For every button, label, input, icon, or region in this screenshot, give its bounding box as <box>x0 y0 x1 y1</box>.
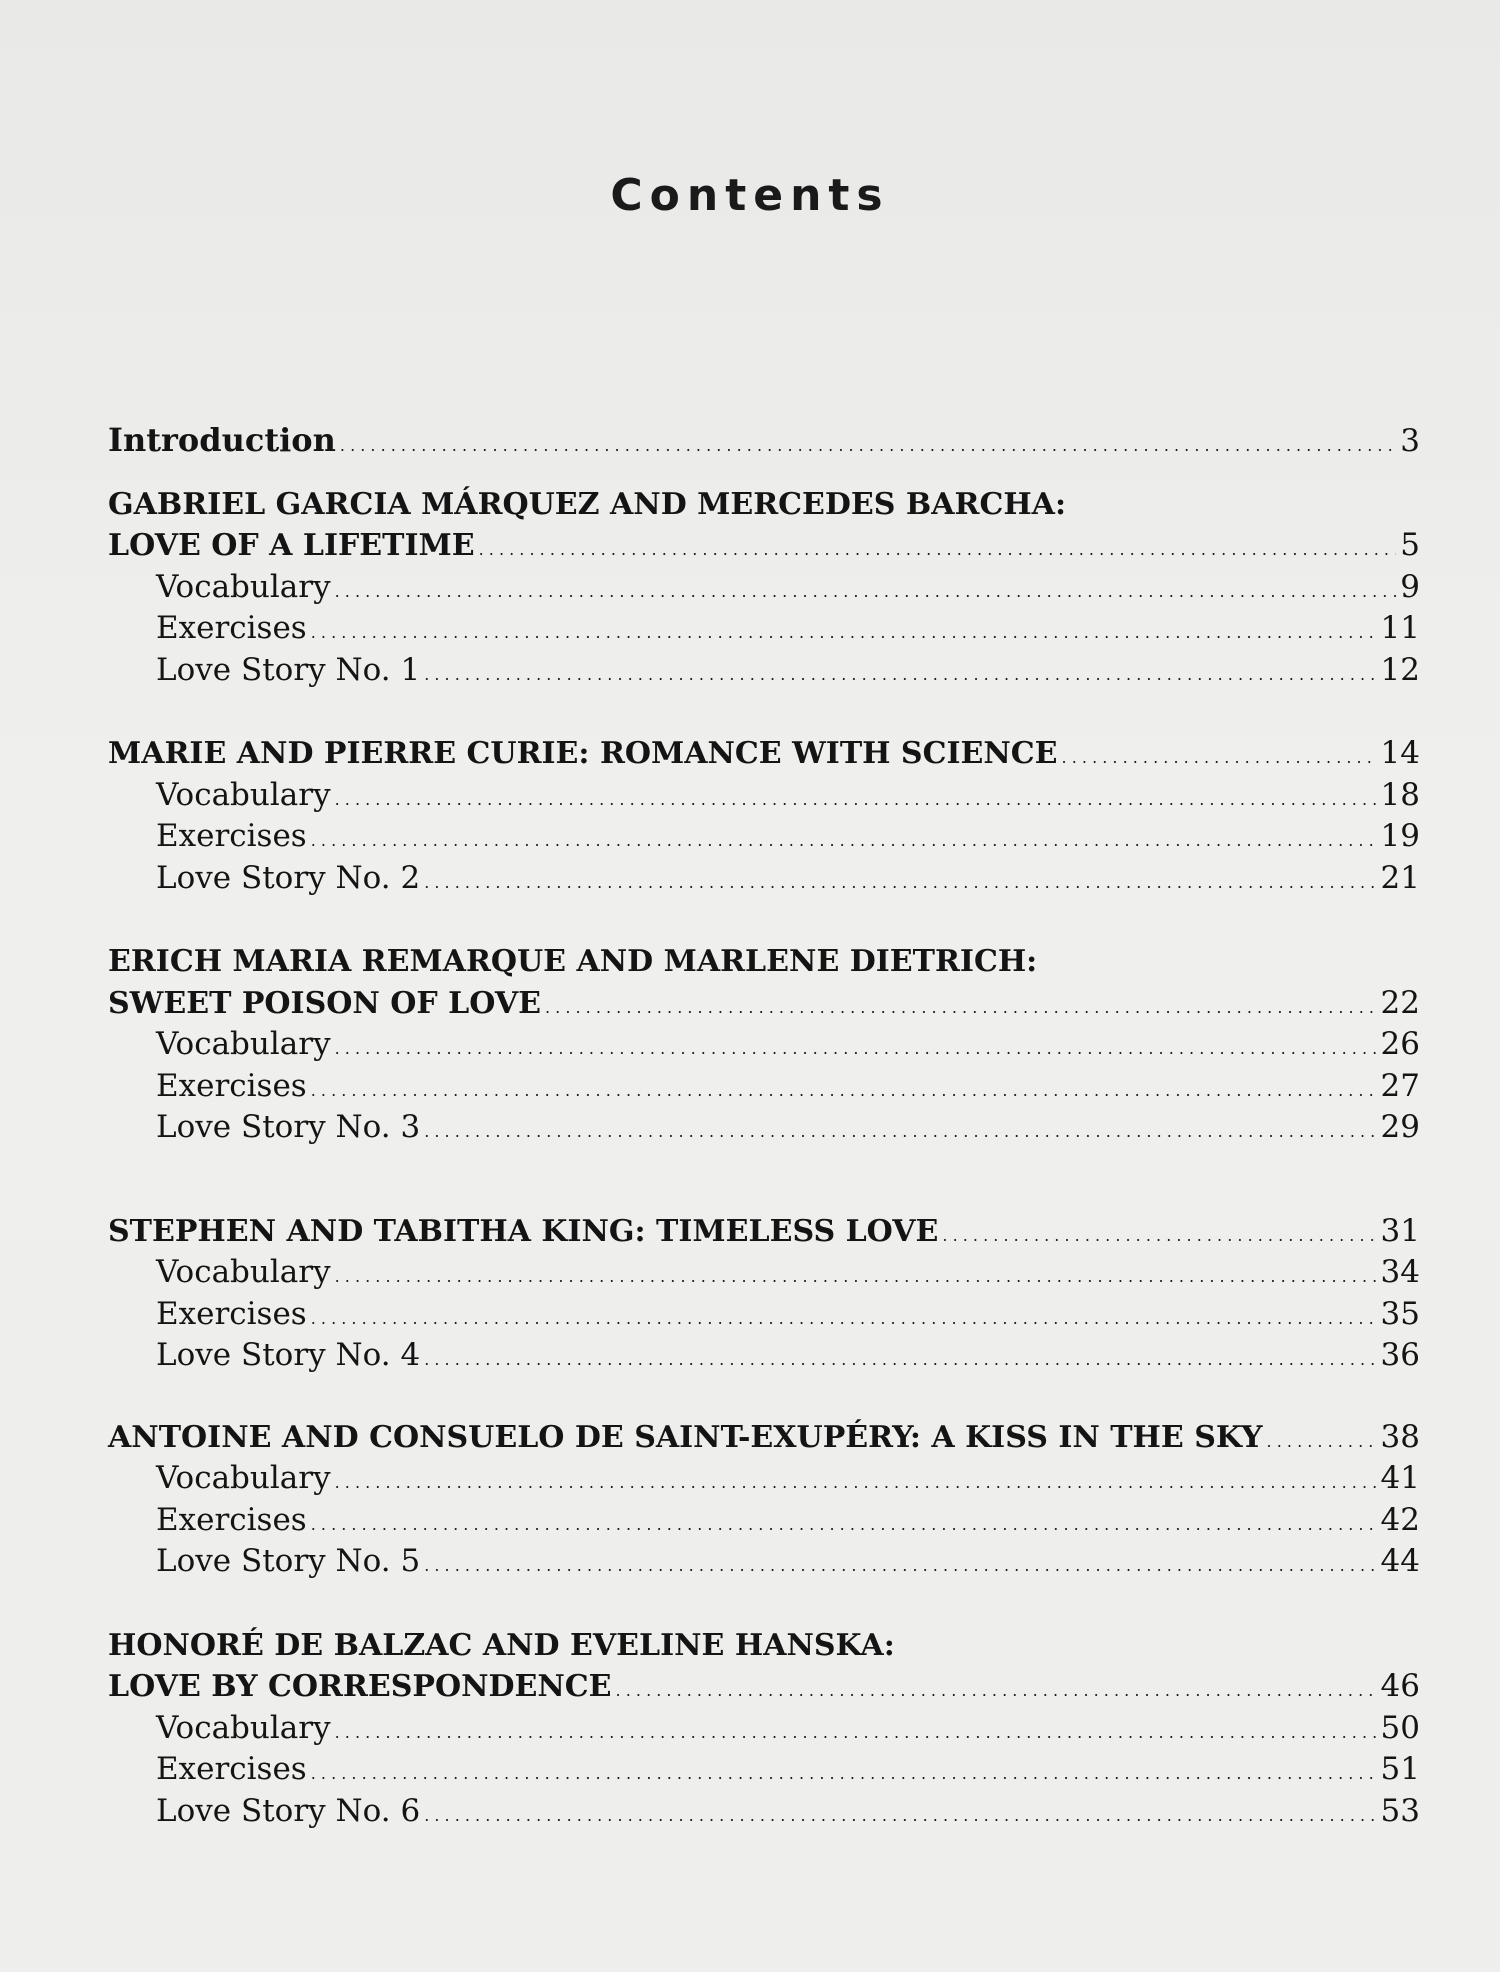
toc-subentry-label: Vocabulary <box>156 1026 331 1062</box>
toc-page-number: 12 <box>1380 651 1420 688</box>
toc-subentry[interactable] <box>108 650 1420 692</box>
dot-leader <box>424 1339 1376 1381</box>
toc-page-number: 3 <box>1400 423 1420 459</box>
toc-subentry-label: Vocabulary <box>156 776 331 813</box>
dot-leader <box>424 1795 1376 1837</box>
toc-subentry[interactable] <box>108 1749 1420 1791</box>
dot-leader <box>335 1256 1377 1298</box>
toc-page-number: 44 <box>1380 1543 1420 1579</box>
toc-page-number: 21 <box>1380 859 1420 896</box>
toc-page-number: 19 <box>1380 818 1420 854</box>
toc-subentry[interactable] <box>108 1335 1420 1377</box>
toc-heading-line: GABRIEL GARCIA MÁRQUEZ AND MERCEDES BARCHA: <box>108 486 1067 522</box>
toc-subentry-label: Exercises <box>156 1501 307 1538</box>
toc-page-number: 14 <box>1380 735 1420 771</box>
toc-subentry-label: Vocabulary <box>156 1460 331 1496</box>
toc-heading: Introduction <box>108 421 336 459</box>
toc-entry-saint-exupery[interactable] <box>108 1417 1420 1459</box>
dot-leader <box>335 571 1397 613</box>
dot-leader <box>424 1545 1376 1587</box>
toc-subentry[interactable] <box>108 1458 1420 1500</box>
toc-subentry-label: Love Story No. 2 <box>156 859 421 896</box>
toc-page-number: 22 <box>1380 984 1420 1021</box>
toc-subentry-label: Vocabulary <box>156 1709 331 1746</box>
dot-leader <box>424 654 1376 696</box>
toc-page-number: 29 <box>1380 1109 1420 1145</box>
toc-subentry[interactable] <box>108 1500 1420 1542</box>
toc-subentry[interactable] <box>108 858 1420 900</box>
toc-subentry-label: Vocabulary <box>156 568 331 605</box>
dot-leader <box>311 820 1377 862</box>
dot-leader <box>335 1462 1377 1504</box>
toc-subentry[interactable] <box>108 1107 1420 1149</box>
toc-page-number: 5 <box>1400 527 1420 563</box>
toc-subentry-label: Exercises <box>156 1295 307 1332</box>
toc-page-number: 36 <box>1380 1337 1420 1373</box>
toc-page-number: 42 <box>1380 1501 1420 1538</box>
dot-leader <box>311 1753 1377 1795</box>
toc-page-number: 9 <box>1400 568 1420 605</box>
toc-entry-balzac[interactable] <box>108 1666 1420 1708</box>
dot-leader <box>311 612 1377 654</box>
toc-entry-king[interactable] <box>108 1211 1420 1253</box>
toc-subentry[interactable] <box>108 1294 1420 1336</box>
toc-subentry-label: Love Story No. 6 <box>156 1792 421 1829</box>
toc-subentry-label: Vocabulary <box>156 1254 331 1290</box>
dot-leader <box>616 1670 1377 1712</box>
table-of-contents <box>108 420 1420 1832</box>
dot-leader <box>1267 1421 1377 1463</box>
toc-heading: LOVE OF A LIFETIME <box>108 528 475 563</box>
dot-leader <box>340 425 1396 467</box>
toc-heading-line: ERICH MARIA REMARQUE AND MARLENE DIETRICH: <box>108 944 1038 979</box>
toc-page-number: 31 <box>1380 1212 1420 1249</box>
toc-subentry-label: Love Story No. 5 <box>156 1543 421 1579</box>
toc-heading: MARIE AND PIERRE CURIE: ROMANCE WITH SCIENCE <box>108 736 1058 771</box>
toc-page-number: 11 <box>1380 610 1420 646</box>
toc-page-number: 41 <box>1380 1460 1420 1496</box>
dot-leader <box>335 1028 1377 1070</box>
dot-leader <box>424 1111 1376 1153</box>
toc-subentry[interactable] <box>108 567 1420 609</box>
dot-leader <box>311 1298 1377 1340</box>
toc-subentry[interactable] <box>108 775 1420 817</box>
toc-subentry[interactable] <box>108 1066 1420 1108</box>
toc-subentry[interactable] <box>108 816 1420 858</box>
toc-subentry[interactable] <box>108 1791 1420 1833</box>
toc-heading: LOVE BY CORRESPONDENCE <box>108 1669 612 1704</box>
toc-page-number: 27 <box>1380 1067 1420 1104</box>
page-title: Contents <box>610 170 890 221</box>
toc-page-number: 18 <box>1380 776 1420 813</box>
toc-page-number: 51 <box>1380 1751 1420 1787</box>
toc-heading: SWEET POISON OF LOVE <box>108 985 541 1021</box>
toc-entry-remarque[interactable] <box>108 983 1420 1025</box>
dot-leader <box>424 862 1376 904</box>
dot-leader <box>311 1070 1377 1112</box>
dot-leader <box>335 1712 1377 1754</box>
toc-heading: ANTOINE AND CONSUELO DE SAINT-EXUPÉRY: A KISS IN THE SKY <box>108 1419 1263 1455</box>
toc-page-number: 38 <box>1380 1418 1420 1455</box>
toc-entry-curie[interactable] <box>108 733 1420 775</box>
toc-entry-marquez[interactable] <box>108 525 1420 567</box>
toc-subentry-label: Exercises <box>156 610 307 646</box>
toc-subentry-label: Love Story No. 4 <box>156 1337 421 1373</box>
toc-page-number: 35 <box>1380 1295 1420 1332</box>
toc-entry-introduction[interactable] <box>108 420 1420 462</box>
dot-leader <box>335 779 1377 821</box>
toc-subentry[interactable] <box>108 1541 1420 1583</box>
toc-page-number: 26 <box>1380 1026 1420 1062</box>
toc-subentry[interactable] <box>108 608 1420 650</box>
toc-subentry-label: Love Story No. 1 <box>156 651 421 688</box>
toc-subentry[interactable] <box>108 1708 1420 1750</box>
toc-subentry-label: Love Story No. 3 <box>156 1109 421 1145</box>
toc-page-number: 46 <box>1380 1668 1420 1704</box>
dot-leader <box>942 1215 1376 1257</box>
dot-leader <box>1062 737 1377 779</box>
toc-heading-line: HONORÉ DE BALZAC AND EVELINE HANSKA: <box>108 1627 895 1663</box>
toc-page-number: 50 <box>1380 1709 1420 1746</box>
toc-subentry-label: Exercises <box>156 1751 307 1787</box>
dot-leader <box>479 529 1397 571</box>
dot-leader <box>311 1504 1377 1546</box>
toc-subentry-label: Exercises <box>156 818 307 854</box>
toc-page-number: 53 <box>1380 1792 1420 1829</box>
toc-heading: STEPHEN AND TABITHA KING: TIMELESS LOVE <box>108 1213 939 1249</box>
toc-subentry[interactable] <box>108 1252 1420 1294</box>
toc-subentry[interactable] <box>108 1024 1420 1066</box>
toc-subentry-label: Exercises <box>156 1067 307 1104</box>
dot-leader <box>545 987 1377 1029</box>
toc-page-number: 34 <box>1380 1254 1420 1290</box>
